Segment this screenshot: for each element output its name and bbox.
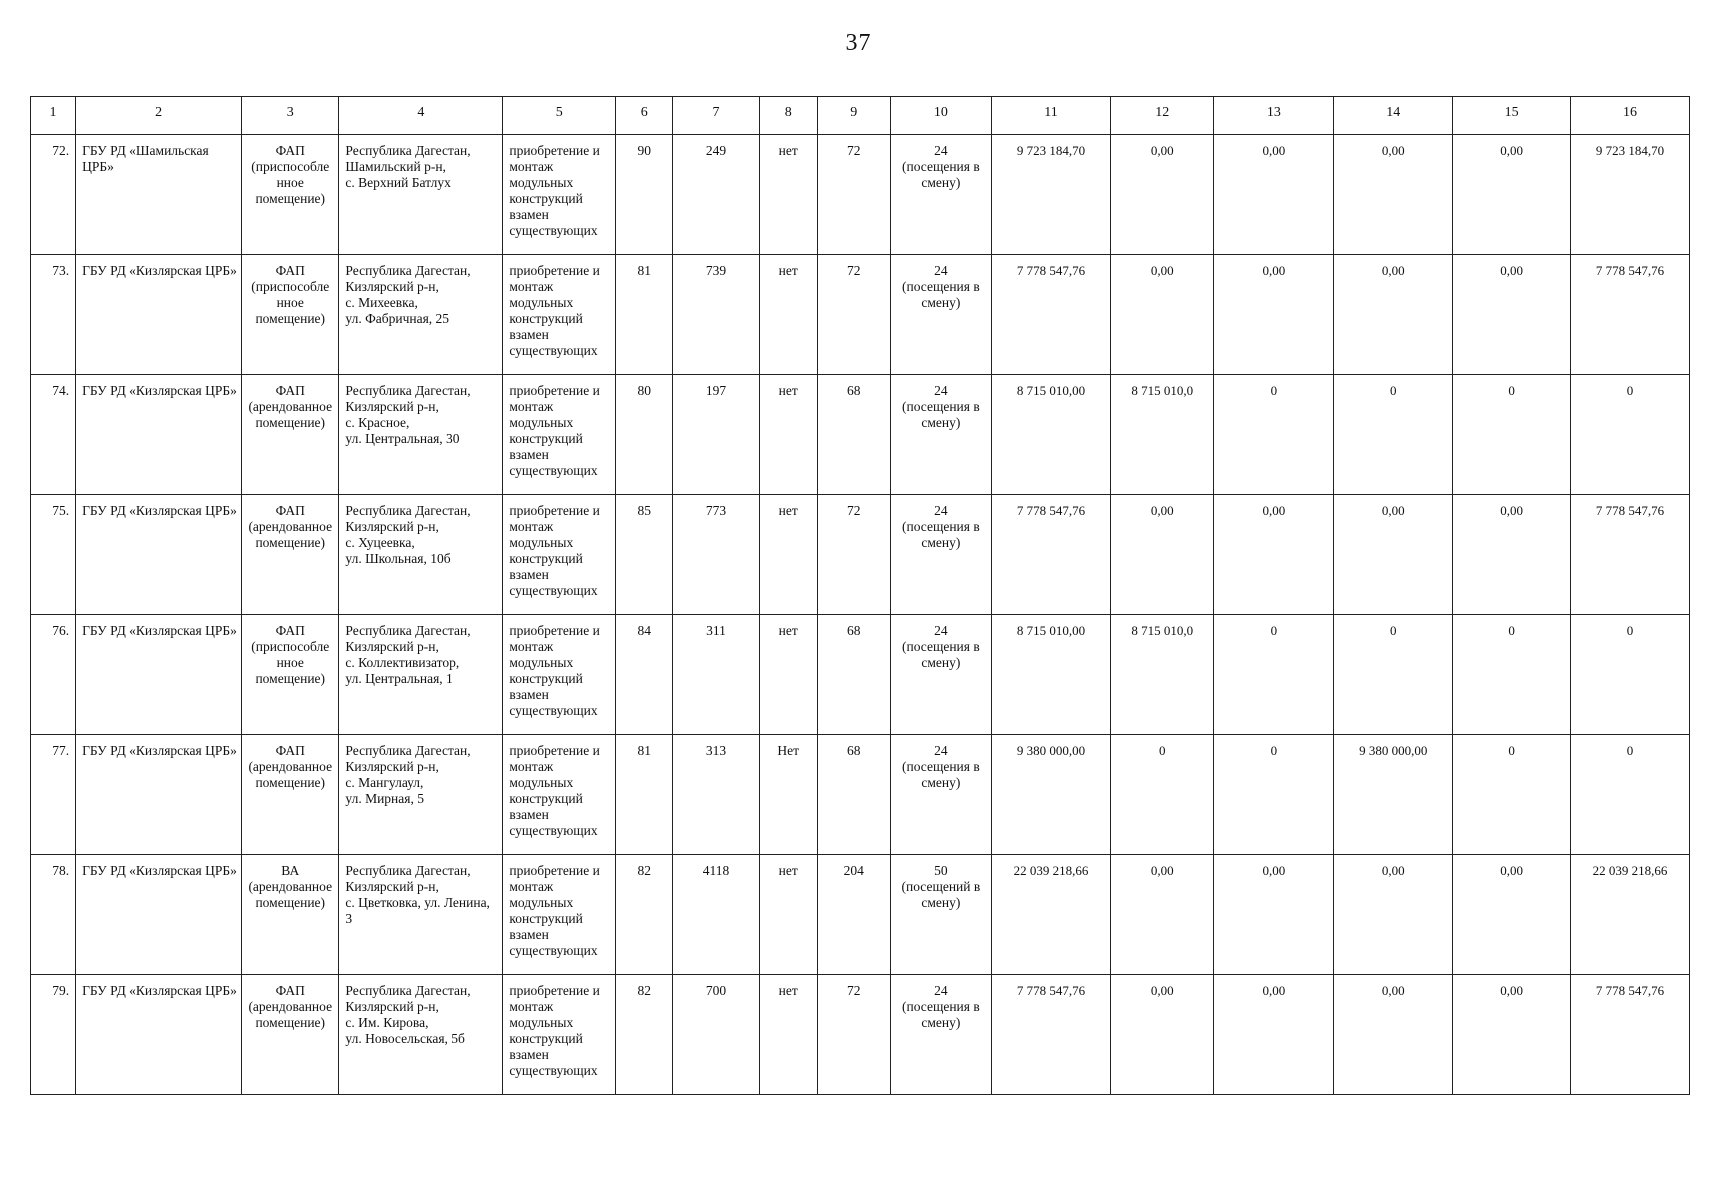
column-header-16: 16: [1571, 97, 1690, 135]
col-13-amount: 0: [1214, 375, 1334, 495]
row-number: 74.: [31, 375, 76, 495]
work-type: приобретение и монтаж модульных конструкций взамен существующих: [503, 375, 616, 495]
col-7-value: 739: [673, 255, 759, 375]
row-number: 79.: [31, 975, 76, 1095]
col-11-amount: 8 715 010,00: [992, 375, 1111, 495]
column-header-6: 6: [616, 97, 673, 135]
column-header-12: 12: [1110, 97, 1213, 135]
col-15-amount: 0,00: [1453, 135, 1571, 255]
col-16-amount: 22 039 218,66: [1571, 855, 1690, 975]
col-6-value: 90: [616, 135, 673, 255]
row-number: 78.: [31, 855, 76, 975]
row-number: 73.: [31, 255, 76, 375]
work-type: приобретение и монтаж модульных конструкций взамен существующих: [503, 975, 616, 1095]
visits-per-shift: 24 (посещения в смену): [890, 255, 991, 375]
col-7-value: 773: [673, 495, 759, 615]
row-number: 76.: [31, 615, 76, 735]
column-header-7: 7: [673, 97, 759, 135]
col-16-amount: 7 778 547,76: [1571, 495, 1690, 615]
address: Республика Дагестан, Кизлярский р-н, с. Им. Кирова, ул. Новосельская, 5б: [339, 975, 503, 1095]
col-14-amount: 0,00: [1334, 255, 1453, 375]
column-header-2: 2: [76, 97, 242, 135]
visits-per-shift: 24 (посещения в смену): [890, 495, 991, 615]
col-9-value: 204: [817, 855, 890, 975]
data-table: [30, 96, 1690, 1095]
col-16-amount: 0: [1571, 735, 1690, 855]
col-11-amount: 7 778 547,76: [992, 495, 1111, 615]
col-15-amount: 0: [1453, 735, 1571, 855]
col-9-value: 68: [817, 375, 890, 495]
row-number: 77.: [31, 735, 76, 855]
col-13-amount: 0: [1214, 615, 1334, 735]
col-6-value: 84: [616, 615, 673, 735]
work-type: приобретение и монтаж модульных конструкций взамен существующих: [503, 255, 616, 375]
column-header-11: 11: [992, 97, 1111, 135]
table-row: [31, 615, 1690, 735]
col-13-amount: 0,00: [1214, 135, 1334, 255]
col-15-amount: 0,00: [1453, 855, 1571, 975]
col-12-amount: 0,00: [1110, 135, 1213, 255]
column-header-3: 3: [242, 97, 339, 135]
table-row: [31, 255, 1690, 375]
col-12-amount: 8 715 010,0: [1110, 615, 1213, 735]
facility-type: ФАП (арендованное помещение): [242, 735, 339, 855]
col-8-value: нет: [759, 855, 817, 975]
col-16-amount: 9 723 184,70: [1571, 135, 1690, 255]
col-15-amount: 0,00: [1453, 495, 1571, 615]
column-header-4: 4: [339, 97, 503, 135]
visits-per-shift: 24 (посещения в смену): [890, 615, 991, 735]
col-9-value: 72: [817, 255, 890, 375]
visits-per-shift: 24 (посещения в смену): [890, 735, 991, 855]
column-header-1: 1: [31, 97, 76, 135]
col-6-value: 80: [616, 375, 673, 495]
row-number: 75.: [31, 495, 76, 615]
col-8-value: нет: [759, 135, 817, 255]
col-13-amount: 0,00: [1214, 255, 1334, 375]
col-11-amount: 8 715 010,00: [992, 615, 1111, 735]
organization: ГБУ РД «Кизлярская ЦРБ»: [76, 615, 242, 735]
address: Республика Дагестан, Кизлярский р-н, с. Коллективизатор, ул. Центральная, 1: [339, 615, 503, 735]
col-16-amount: 0: [1571, 375, 1690, 495]
address: Республика Дагестан, Кизлярский р-н, с. Мангулаул, ул. Мирная, 5: [339, 735, 503, 855]
table-row: [31, 855, 1690, 975]
table-row: [31, 135, 1690, 255]
col-14-amount: 9 380 000,00: [1334, 735, 1453, 855]
col-12-amount: 0,00: [1110, 975, 1213, 1095]
address: Республика Дагестан, Кизлярский р-н, с. Михеевка, ул. Фабричная, 25: [339, 255, 503, 375]
col-14-amount: 0,00: [1334, 975, 1453, 1095]
col-6-value: 81: [616, 735, 673, 855]
col-9-value: 68: [817, 615, 890, 735]
column-header-9: 9: [817, 97, 890, 135]
row-number: 72.: [31, 135, 76, 255]
organization: ГБУ РД «Кизлярская ЦРБ»: [76, 975, 242, 1095]
visits-per-shift: 24 (посещения в смену): [890, 975, 991, 1095]
facility-type: ФАП (приспособле нное помещение): [242, 255, 339, 375]
col-15-amount: 0,00: [1453, 975, 1571, 1095]
col-16-amount: 7 778 547,76: [1571, 975, 1690, 1095]
col-8-value: нет: [759, 615, 817, 735]
col-8-value: нет: [759, 255, 817, 375]
column-header-10: 10: [890, 97, 991, 135]
col-12-amount: 0: [1110, 735, 1213, 855]
col-16-amount: 0: [1571, 615, 1690, 735]
organization: ГБУ РД «Кизлярская ЦРБ»: [76, 735, 242, 855]
col-15-amount: 0,00: [1453, 255, 1571, 375]
address: Республика Дагестан, Шамильский р-н, с. Верхний Батлух: [339, 135, 503, 255]
col-11-amount: 9 723 184,70: [992, 135, 1111, 255]
col-7-value: 700: [673, 975, 759, 1095]
col-13-amount: 0,00: [1214, 495, 1334, 615]
col-8-value: нет: [759, 975, 817, 1095]
work-type: приобретение и монтаж модульных конструкций взамен существующих: [503, 615, 616, 735]
col-12-amount: 0,00: [1110, 495, 1213, 615]
table-row: [31, 375, 1690, 495]
header-row: [31, 97, 1690, 135]
col-9-value: 72: [817, 495, 890, 615]
col-7-value: 249: [673, 135, 759, 255]
col-12-amount: 8 715 010,0: [1110, 375, 1213, 495]
col-7-value: 197: [673, 375, 759, 495]
organization: ГБУ РД «Шамильская ЦРБ»: [76, 135, 242, 255]
col-14-amount: 0: [1334, 375, 1453, 495]
work-type: приобретение и монтаж модульных конструкций взамен существующих: [503, 735, 616, 855]
col-14-amount: 0,00: [1334, 495, 1453, 615]
col-8-value: нет: [759, 375, 817, 495]
col-12-amount: 0,00: [1110, 255, 1213, 375]
work-type: приобретение и монтаж модульных конструкций взамен существующих: [503, 495, 616, 615]
table-row: [31, 495, 1690, 615]
column-header-5: 5: [503, 97, 616, 135]
col-15-amount: 0: [1453, 375, 1571, 495]
col-13-amount: 0: [1214, 735, 1334, 855]
col-13-amount: 0,00: [1214, 855, 1334, 975]
col-7-value: 311: [673, 615, 759, 735]
col-15-amount: 0: [1453, 615, 1571, 735]
organization: ГБУ РД «Кизлярская ЦРБ»: [76, 375, 242, 495]
col-9-value: 72: [817, 135, 890, 255]
col-8-value: Нет: [759, 735, 817, 855]
facility-type: ФАП (арендованное помещение): [242, 495, 339, 615]
facility-type: ФАП (арендованное помещение): [242, 375, 339, 495]
col-9-value: 68: [817, 735, 890, 855]
col-7-value: 313: [673, 735, 759, 855]
column-header-15: 15: [1453, 97, 1571, 135]
col-6-value: 81: [616, 255, 673, 375]
col-7-value: 4118: [673, 855, 759, 975]
facility-type: ФАП (приспособле нное помещение): [242, 615, 339, 735]
table-row: [31, 975, 1690, 1095]
col-11-amount: 9 380 000,00: [992, 735, 1111, 855]
column-header-14: 14: [1334, 97, 1453, 135]
col-16-amount: 7 778 547,76: [1571, 255, 1690, 375]
col-13-amount: 0,00: [1214, 975, 1334, 1095]
visits-per-shift: 24 (посещения в смену): [890, 375, 991, 495]
organization: ГБУ РД «Кизлярская ЦРБ»: [76, 255, 242, 375]
address: Республика Дагестан, Кизлярский р-н, с. Хуцеевка, ул. Школьная, 10б: [339, 495, 503, 615]
table-body: [31, 135, 1690, 1095]
organization: ГБУ РД «Кизлярская ЦРБ»: [76, 495, 242, 615]
col-11-amount: 7 778 547,76: [992, 975, 1111, 1095]
work-type: приобретение и монтаж модульных конструкций взамен существующих: [503, 855, 616, 975]
column-header-13: 13: [1214, 97, 1334, 135]
column-header-8: 8: [759, 97, 817, 135]
col-14-amount: 0,00: [1334, 855, 1453, 975]
facility-type: ФАП (приспособле нное помещение): [242, 135, 339, 255]
col-12-amount: 0,00: [1110, 855, 1213, 975]
col-6-value: 85: [616, 495, 673, 615]
col-14-amount: 0,00: [1334, 135, 1453, 255]
col-11-amount: 22 039 218,66: [992, 855, 1111, 975]
col-8-value: нет: [759, 495, 817, 615]
col-6-value: 82: [616, 855, 673, 975]
facility-type: ВА (арендованное помещение): [242, 855, 339, 975]
visits-per-shift: 24 (посещения в смену): [890, 135, 991, 255]
address: Республика Дагестан, Кизлярский р-н, с. Цветковка, ул. Ленина, 3: [339, 855, 503, 975]
col-14-amount: 0: [1334, 615, 1453, 735]
data-table-container: [30, 96, 1690, 1095]
address: Республика Дагестан, Кизлярский р-н, с. Красное, ул. Центральная, 30: [339, 375, 503, 495]
page-number: 37: [845, 30, 872, 56]
col-11-amount: 7 778 547,76: [992, 255, 1111, 375]
facility-type: ФАП (арендованное помещение): [242, 975, 339, 1095]
col-6-value: 82: [616, 975, 673, 1095]
col-9-value: 72: [817, 975, 890, 1095]
visits-per-shift: 50 (посещений в смену): [890, 855, 991, 975]
table-row: [31, 735, 1690, 855]
work-type: приобретение и монтаж модульных конструкций взамен существующих: [503, 135, 616, 255]
organization: ГБУ РД «Кизлярская ЦРБ»: [76, 855, 242, 975]
